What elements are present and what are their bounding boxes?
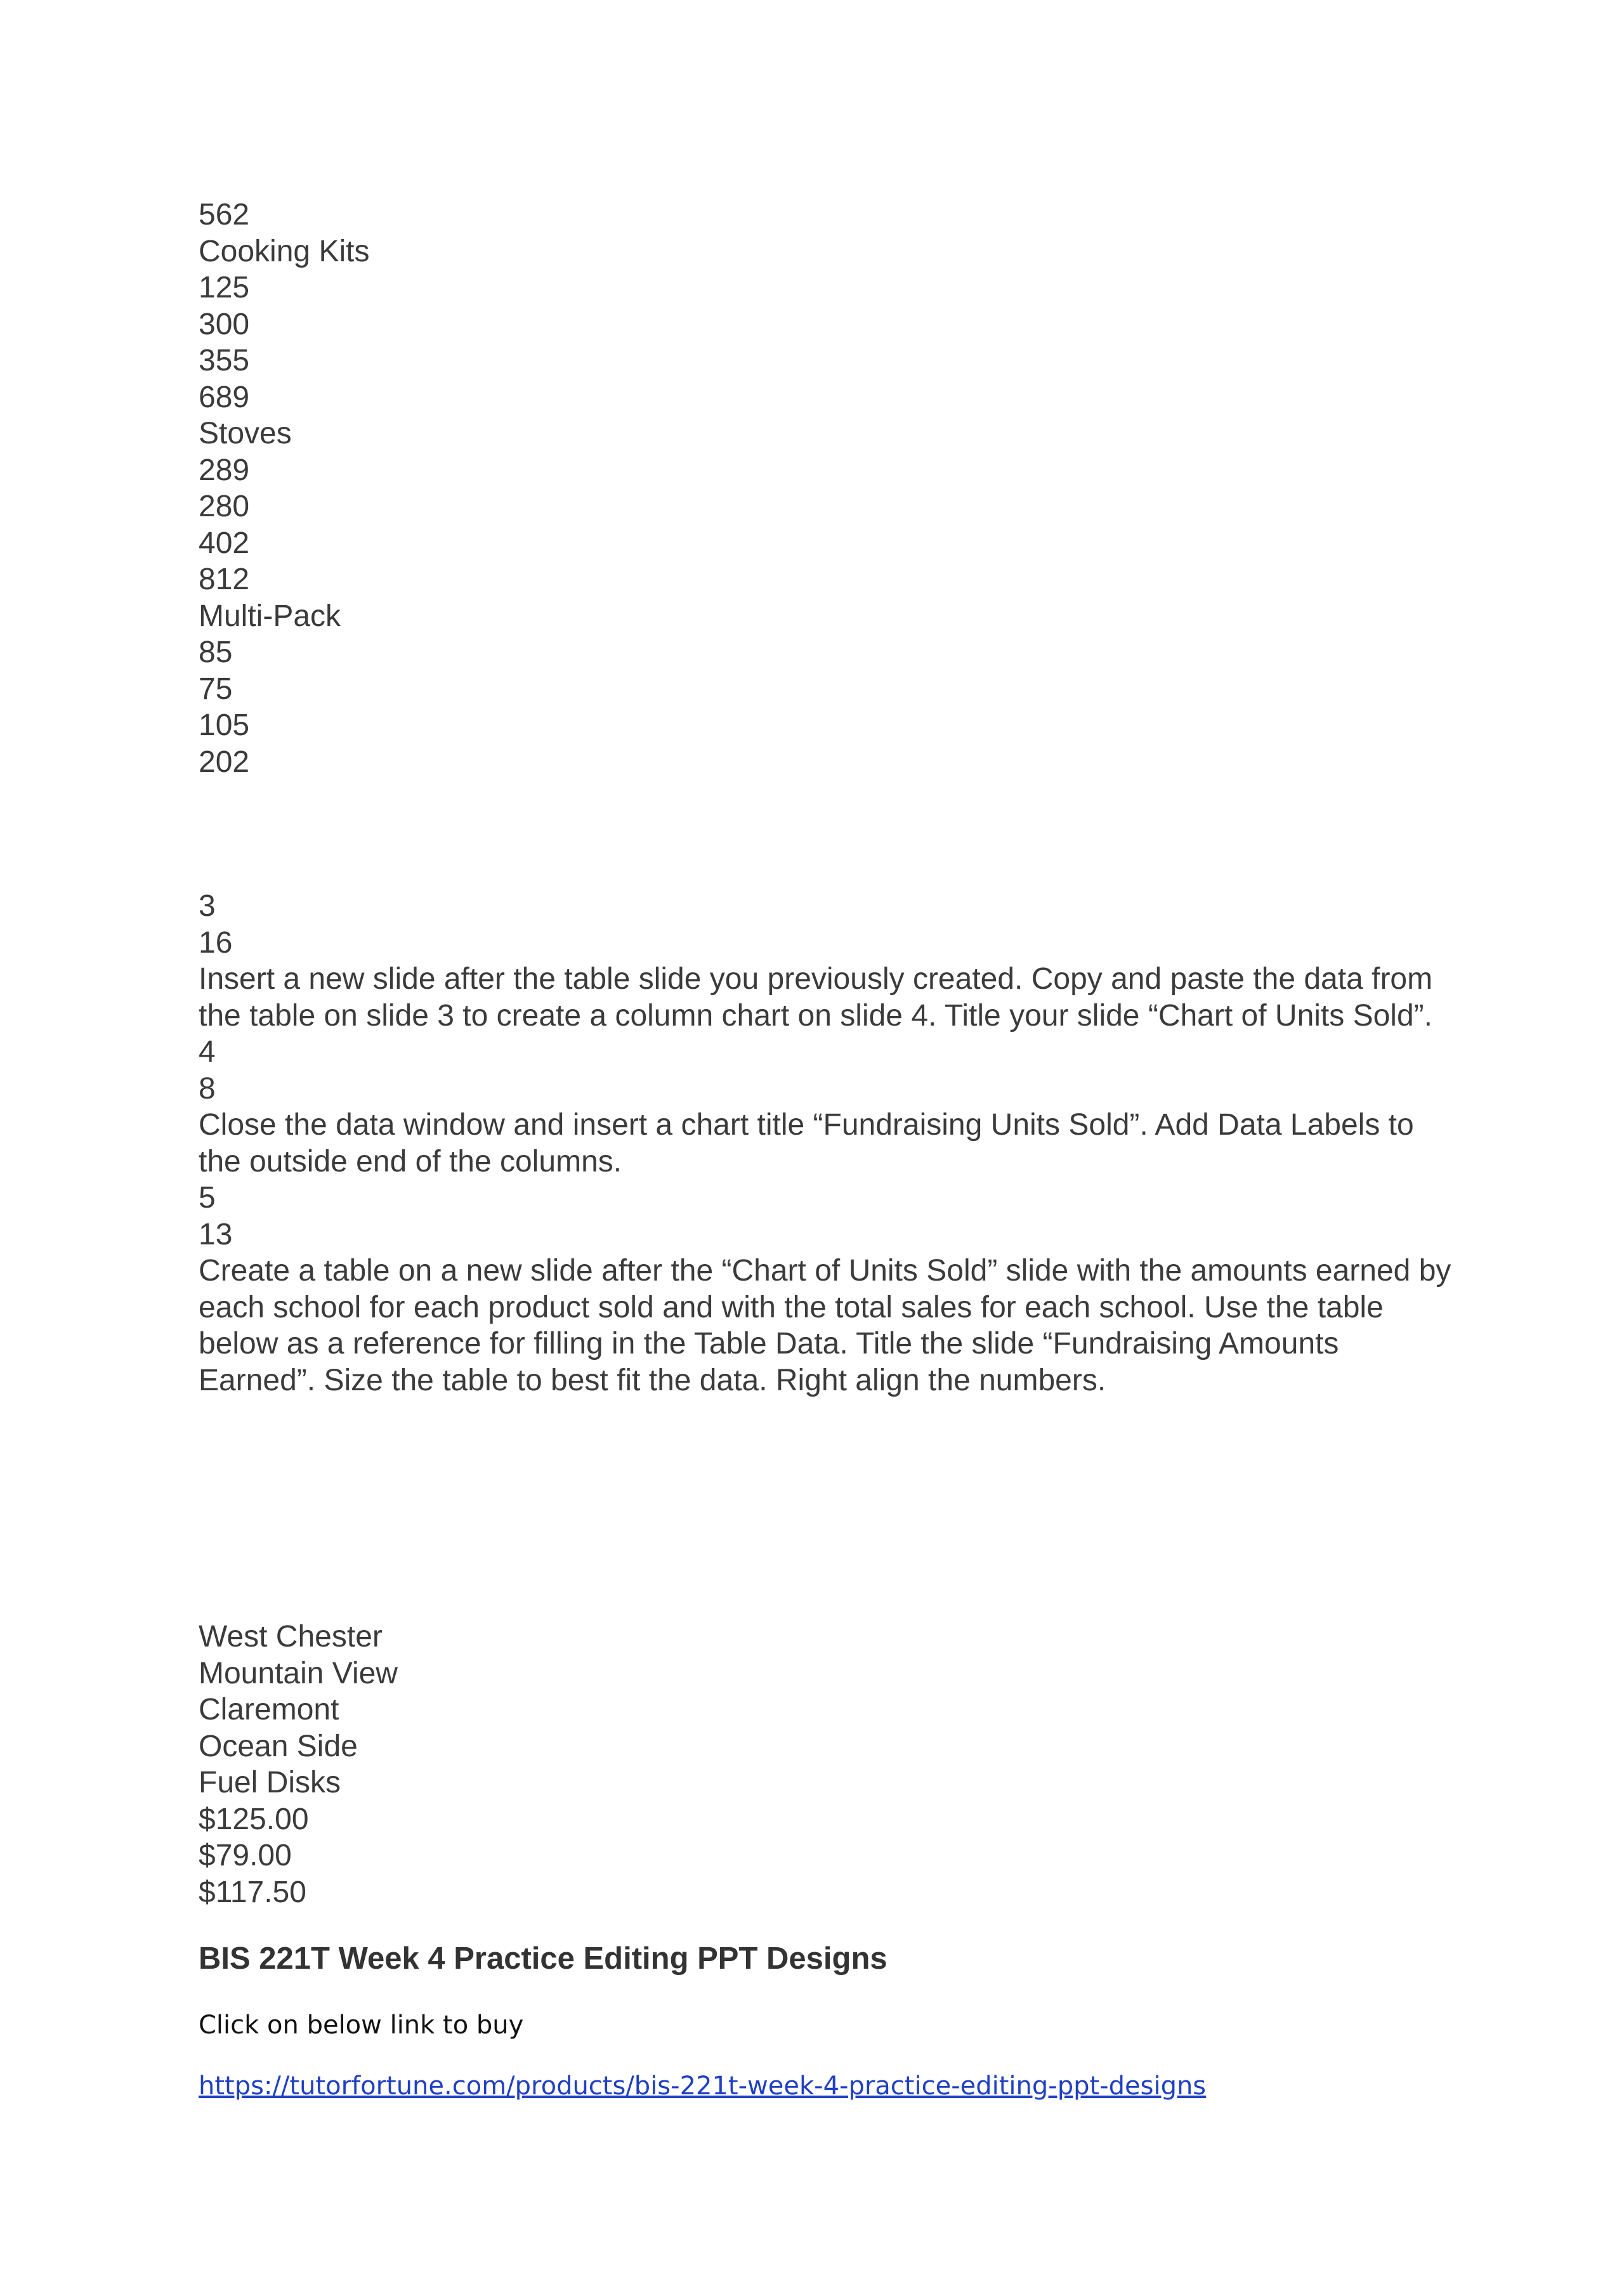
step-instruction: Insert a new slide after the table slide you previously created. Copy and paste the data from the table on slide 3 to create a column chart on slide 4. Title your slide “Chart of Units Sold”. xyxy=(199,962,1433,1033)
list-item: 75 xyxy=(199,672,233,706)
list-item: Ocean Side xyxy=(199,1729,358,1763)
step-instruction: Close the data window and insert a chart title “Fundraising Units Sold”. Add Data Labels to the outside end of the columns. xyxy=(199,1108,1414,1178)
list-item: Cooking Kits xyxy=(199,234,370,268)
buy-instruction-text: Click on below link to buy xyxy=(199,2011,524,2040)
step-instruction: Create a table on a new slide after the “Chart of Units Sold” slide with the amounts earned by each school for each product sold and with the total sales for each school. Use the table below as a reference for filling in the Table Data. Title the slide “Fundraising Amounts Earned”. Size the table to best fit the data. Right align the numbers. xyxy=(199,1254,1451,1397)
step-points: 8 xyxy=(199,1071,216,1106)
list-item: Stoves xyxy=(199,417,292,450)
product-link[interactable]: https://tutorfortune.com/products/bis-221t-week-4-practice-editing-ppt-designs xyxy=(199,2071,1207,2101)
instruction-steps xyxy=(199,888,1455,1399)
table-data-list xyxy=(199,197,1455,780)
list-item: 85 xyxy=(199,636,233,669)
step-points: 13 xyxy=(199,1217,233,1251)
list-item: 105 xyxy=(199,708,250,742)
list-item: 689 xyxy=(199,380,250,414)
section-heading: BIS 221T Week 4 Practice Editing PPT Designs xyxy=(199,1941,887,1976)
list-item: $125.00 xyxy=(199,1802,309,1836)
list-item: 812 xyxy=(199,563,250,596)
list-item: 125 xyxy=(199,271,250,304)
step-points: 16 xyxy=(199,925,233,960)
list-item: West Chester xyxy=(199,1620,383,1654)
step-number: 3 xyxy=(199,889,216,923)
list-item: $117.50 xyxy=(199,1875,306,1909)
amounts-reference-list xyxy=(199,1619,1455,1910)
list-item: Fuel Disks xyxy=(199,1766,341,1799)
list-item: $79.00 xyxy=(199,1839,292,1872)
list-item: Multi-Pack xyxy=(199,599,341,633)
list-item: 280 xyxy=(199,490,250,523)
list-item: 402 xyxy=(199,526,250,560)
step-number: 4 xyxy=(199,1035,216,1069)
step-number: 5 xyxy=(199,1181,216,1215)
list-item: 289 xyxy=(199,453,250,487)
list-item: Mountain View xyxy=(199,1656,398,1690)
list-item: 300 xyxy=(199,307,250,341)
list-item: 355 xyxy=(199,344,250,377)
list-item: 202 xyxy=(199,745,250,779)
list-item: Claremont xyxy=(199,1693,339,1726)
list-item: 562 xyxy=(199,198,250,232)
